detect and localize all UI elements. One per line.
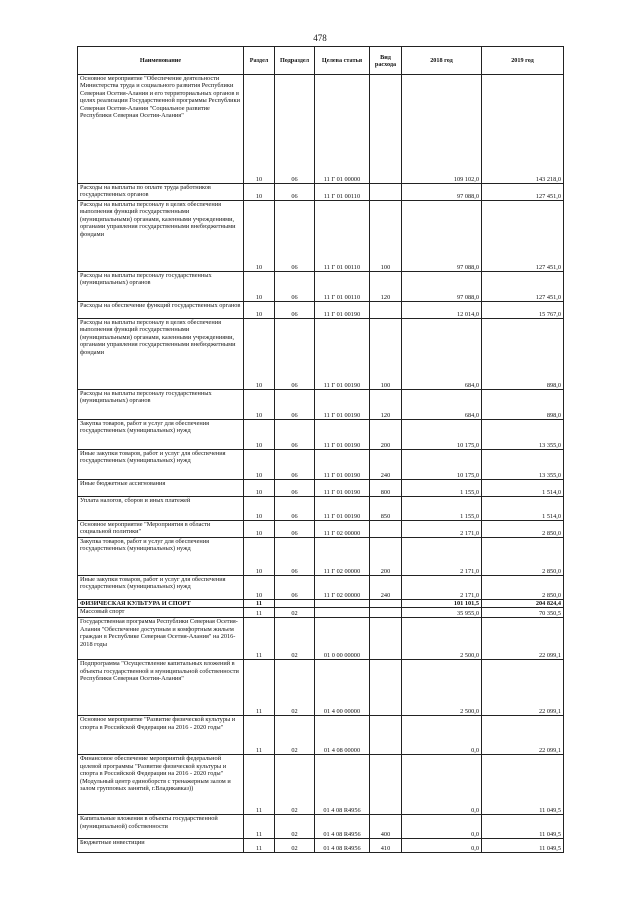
cell-2019: 22 099,1 — [482, 660, 564, 716]
cell-name: Расходы на обеспечение функций государственных органов — [78, 302, 244, 319]
cell-target: 11 Г 01 00190 — [315, 302, 370, 319]
cell-subsection: 06 — [275, 497, 315, 521]
table-row — [78, 608, 564, 618]
cell-2019: 11 049,5 — [482, 839, 564, 853]
cell-section: 11 — [244, 815, 275, 839]
cell-expense-type: 240 — [370, 576, 402, 600]
cell-2019: 143 218,0 — [482, 75, 564, 184]
cell-2019: 898,0 — [482, 390, 564, 420]
cell-expense-type — [370, 608, 402, 618]
table-row — [78, 420, 564, 450]
cell-name: Основное мероприятие "Развитие физической культуры и спорта в Российской Федерации на 2016 - 2020 годы" — [78, 716, 244, 755]
cell-subsection: 02 — [275, 660, 315, 716]
cell-name: Расходы на выплаты персоналу в целях обеспечения выполнения функций государственными (муниципальными) органами, казенными учреждениями, органами управления государственными внебюджетными фондами — [78, 201, 244, 272]
cell-target: 11 Г 01 00190 — [315, 390, 370, 420]
cell-2018: 97 088,0 — [402, 272, 482, 302]
table-row — [78, 755, 564, 815]
cell-target — [315, 600, 370, 608]
cell-target: 11 Г 01 00110 — [315, 272, 370, 302]
cell-2018: 2 171,0 — [402, 538, 482, 576]
cell-subsection: 06 — [275, 538, 315, 576]
cell-2019: 127 451,0 — [482, 201, 564, 272]
cell-name: Расходы на выплаты персоналу государственных (муниципальных) органов — [78, 390, 244, 420]
cell-subsection: 02 — [275, 608, 315, 618]
cell-name: Массовый спорт — [78, 608, 244, 618]
cell-section: 10 — [244, 75, 275, 184]
cell-name: Основное мероприятие "Обеспечение деятельности Министерства труда и социального развития Республики Северная Осетия-Алания и его территориальных органов в целях реализации Государственной программы Республики Северная Осетия-Алания "Социальное развитие Республики Северная Осетия-Алания" — [78, 75, 244, 184]
cell-2018: 35 955,0 — [402, 608, 482, 618]
cell-expense-type: 410 — [370, 839, 402, 853]
cell-section: 11 — [244, 755, 275, 815]
cell-name: Подпрограмма "Осуществление капитальных вложений в объекты государственной и муниципальной собственности Республики Северная Осетия-Алания" — [78, 660, 244, 716]
cell-target: 11 Г 01 00190 — [315, 319, 370, 390]
cell-2019: 13 355,0 — [482, 450, 564, 480]
cell-subsection: 02 — [275, 839, 315, 853]
cell-expense-type — [370, 618, 402, 660]
cell-name: Финансовое обеспечение мероприятий федеральной целевой программы "Развитие физической культуры и спорта в Российской Федерации на 2016 - 2020 годы" (Модульный центр единоборств с тренажерным залом и залом групповых занятий, г.Владикавказ)) — [78, 755, 244, 815]
cell-expense-type: 100 — [370, 201, 402, 272]
cell-2018: 1 155,0 — [402, 497, 482, 521]
cell-target: 11 Г 01 00190 — [315, 450, 370, 480]
cell-name: Бюджетные инвестиции — [78, 839, 244, 853]
table-row — [78, 201, 564, 272]
cell-expense-type — [370, 184, 402, 201]
header-target: Целева статья — [315, 47, 370, 75]
table-row — [78, 538, 564, 576]
cell-2018: 101 101,5 — [402, 600, 482, 608]
cell-name: Уплата налогов, сборов и иных платежей — [78, 497, 244, 521]
cell-expense-type: 100 — [370, 319, 402, 390]
table-row — [78, 521, 564, 538]
header-2019: 2019 год — [482, 47, 564, 75]
table-row — [78, 184, 564, 201]
cell-target: 11 Г 01 00190 — [315, 480, 370, 497]
header-name: Наименование — [78, 47, 244, 75]
cell-section: 11 — [244, 660, 275, 716]
cell-2019: 1 514,0 — [482, 480, 564, 497]
cell-section: 10 — [244, 538, 275, 576]
cell-section: 10 — [244, 302, 275, 319]
cell-2019: 22 099,1 — [482, 618, 564, 660]
cell-target: 11 Г 02 00000 — [315, 576, 370, 600]
cell-name: Расходы на выплаты по оплате труда работников государственных органов — [78, 184, 244, 201]
cell-section: 10 — [244, 420, 275, 450]
cell-section: 11 — [244, 600, 275, 608]
cell-expense-type: 200 — [370, 420, 402, 450]
cell-2018: 10 175,0 — [402, 420, 482, 450]
table-row — [78, 815, 564, 839]
cell-2019: 11 049,5 — [482, 815, 564, 839]
cell-target: 11 Г 01 00000 — [315, 75, 370, 184]
table-row — [78, 450, 564, 480]
cell-2018: 2 171,0 — [402, 576, 482, 600]
cell-2018: 97 088,0 — [402, 184, 482, 201]
cell-subsection: 02 — [275, 815, 315, 839]
cell-2019: 1 514,0 — [482, 497, 564, 521]
cell-subsection: 06 — [275, 272, 315, 302]
cell-section: 11 — [244, 618, 275, 660]
table-row — [78, 716, 564, 755]
cell-target: 01 0 00 00000 — [315, 618, 370, 660]
cell-expense-type: 200 — [370, 538, 402, 576]
cell-target: 01 4 08 00000 — [315, 716, 370, 755]
cell-target: 11 Г 02 00000 — [315, 521, 370, 538]
table-row — [78, 497, 564, 521]
cell-2018: 1 155,0 — [402, 480, 482, 497]
budget-table — [77, 46, 564, 853]
cell-name: Иные закупки товаров, работ и услуг для обеспечения государственных (муниципальных) нужд — [78, 450, 244, 480]
cell-subsection: 06 — [275, 184, 315, 201]
table-row — [78, 75, 564, 184]
cell-2019: 127 451,0 — [482, 184, 564, 201]
cell-2018: 109 102,0 — [402, 75, 482, 184]
cell-target: 11 Г 01 00110 — [315, 184, 370, 201]
cell-subsection: 06 — [275, 302, 315, 319]
cell-name: Капитальные вложения в объекты государственной (муниципальной) собственности — [78, 815, 244, 839]
cell-section: 11 — [244, 716, 275, 755]
table-row — [78, 618, 564, 660]
cell-2018: 97 088,0 — [402, 201, 482, 272]
table-body — [78, 75, 564, 853]
cell-target: 01 4 00 00000 — [315, 660, 370, 716]
cell-section: 10 — [244, 521, 275, 538]
cell-name: Иные бюджетные ассигнования — [78, 480, 244, 497]
cell-section: 11 — [244, 839, 275, 853]
cell-target — [315, 608, 370, 618]
cell-2019: 2 850,0 — [482, 521, 564, 538]
cell-subsection: 02 — [275, 755, 315, 815]
table-row — [78, 272, 564, 302]
cell-section: 10 — [244, 390, 275, 420]
header-expense-type: Вид расхода — [370, 47, 402, 75]
cell-2018: 0,0 — [402, 755, 482, 815]
cell-target: 11 Г 01 00110 — [315, 201, 370, 272]
cell-2019: 11 049,5 — [482, 755, 564, 815]
cell-2018: 2 171,0 — [402, 521, 482, 538]
cell-section: 10 — [244, 450, 275, 480]
cell-expense-type — [370, 600, 402, 608]
table-row — [78, 390, 564, 420]
table-header-row — [78, 47, 564, 75]
cell-2018: 12 014,0 — [402, 302, 482, 319]
cell-2019: 898,0 — [482, 319, 564, 390]
cell-2019: 127 451,0 — [482, 272, 564, 302]
cell-subsection: 06 — [275, 576, 315, 600]
table-row — [78, 576, 564, 600]
cell-expense-type: 850 — [370, 497, 402, 521]
cell-subsection: 06 — [275, 319, 315, 390]
table-row — [78, 600, 564, 608]
cell-2018: 0,0 — [402, 716, 482, 755]
cell-target: 11 Г 02 00000 — [315, 538, 370, 576]
cell-section: 10 — [244, 319, 275, 390]
cell-expense-type — [370, 302, 402, 319]
cell-name: Расходы на выплаты персоналу в целях обеспечения выполнения функций государственными (муниципальными) органами, казенными учреждениями, органами управления государственными внебюджетными фондами — [78, 319, 244, 390]
cell-subsection: 06 — [275, 521, 315, 538]
cell-section: 10 — [244, 576, 275, 600]
cell-2018: 10 175,0 — [402, 450, 482, 480]
table-row — [78, 319, 564, 390]
table-row — [78, 660, 564, 716]
cell-expense-type — [370, 660, 402, 716]
cell-expense-type — [370, 755, 402, 815]
cell-subsection: 06 — [275, 201, 315, 272]
cell-section: 11 — [244, 608, 275, 618]
cell-name: Основное мероприятие "Мероприятия в области социальной политики" — [78, 521, 244, 538]
cell-name: Расходы на выплаты персоналу государственных (муниципальных) органов — [78, 272, 244, 302]
cell-2018: 2 500,0 — [402, 660, 482, 716]
table-row — [78, 839, 564, 853]
cell-name: ФИЗИЧЕСКАЯ КУЛЬТУРА И СПОРТ — [78, 600, 244, 608]
cell-subsection: 06 — [275, 75, 315, 184]
cell-2018: 2 500,0 — [402, 618, 482, 660]
cell-subsection — [275, 600, 315, 608]
cell-expense-type: 800 — [370, 480, 402, 497]
cell-section: 10 — [244, 497, 275, 521]
cell-section: 10 — [244, 480, 275, 497]
page-number: 478 — [313, 33, 327, 43]
cell-target: 01 4 08 R4956 — [315, 815, 370, 839]
cell-2019: 204 824,4 — [482, 600, 564, 608]
header-section: Раздел — [244, 47, 275, 75]
cell-name: Закупка товаров, работ и услуг для обеспечения государственных (муниципальных) нужд — [78, 538, 244, 576]
cell-subsection: 06 — [275, 480, 315, 497]
cell-expense-type: 400 — [370, 815, 402, 839]
cell-expense-type — [370, 75, 402, 184]
cell-target: 01 4 08 R4956 — [315, 755, 370, 815]
cell-subsection: 06 — [275, 390, 315, 420]
cell-subsection: 02 — [275, 716, 315, 755]
table-row — [78, 480, 564, 497]
cell-name: Государственная программа Республики Северная Осетия-Алания "Обеспечение доступным и комфортным жильем граждан в Республике Северная Осетия-Алания" на 2016-2018 годы — [78, 618, 244, 660]
header-subsection: Подраздел — [275, 47, 315, 75]
cell-subsection: 06 — [275, 450, 315, 480]
cell-expense-type: 120 — [370, 390, 402, 420]
cell-2019: 70 350,5 — [482, 608, 564, 618]
cell-expense-type — [370, 521, 402, 538]
cell-target: 01 4 08 R4956 — [315, 839, 370, 853]
table-row — [78, 302, 564, 319]
cell-2019: 2 850,0 — [482, 538, 564, 576]
cell-section: 10 — [244, 184, 275, 201]
cell-2018: 0,0 — [402, 839, 482, 853]
cell-2019: 13 355,0 — [482, 420, 564, 450]
cell-2019: 22 099,1 — [482, 716, 564, 755]
cell-name: Иные закупки товаров, работ и услуг для обеспечения государственных (муниципальных) нужд — [78, 576, 244, 600]
cell-2019: 15 767,0 — [482, 302, 564, 319]
cell-section: 10 — [244, 272, 275, 302]
cell-expense-type: 240 — [370, 450, 402, 480]
cell-2018: 684,0 — [402, 319, 482, 390]
cell-expense-type: 120 — [370, 272, 402, 302]
cell-subsection: 02 — [275, 618, 315, 660]
cell-section: 10 — [244, 201, 275, 272]
cell-name: Закупка товаров, работ и услуг для обеспечения государственных (муниципальных) нужд — [78, 420, 244, 450]
cell-target: 11 Г 01 00190 — [315, 420, 370, 450]
cell-subsection: 06 — [275, 420, 315, 450]
cell-2018: 684,0 — [402, 390, 482, 420]
header-2018: 2018 год — [402, 47, 482, 75]
cell-2019: 2 850,0 — [482, 576, 564, 600]
cell-2018: 0,0 — [402, 815, 482, 839]
cell-target: 11 Г 01 00190 — [315, 497, 370, 521]
cell-expense-type — [370, 716, 402, 755]
